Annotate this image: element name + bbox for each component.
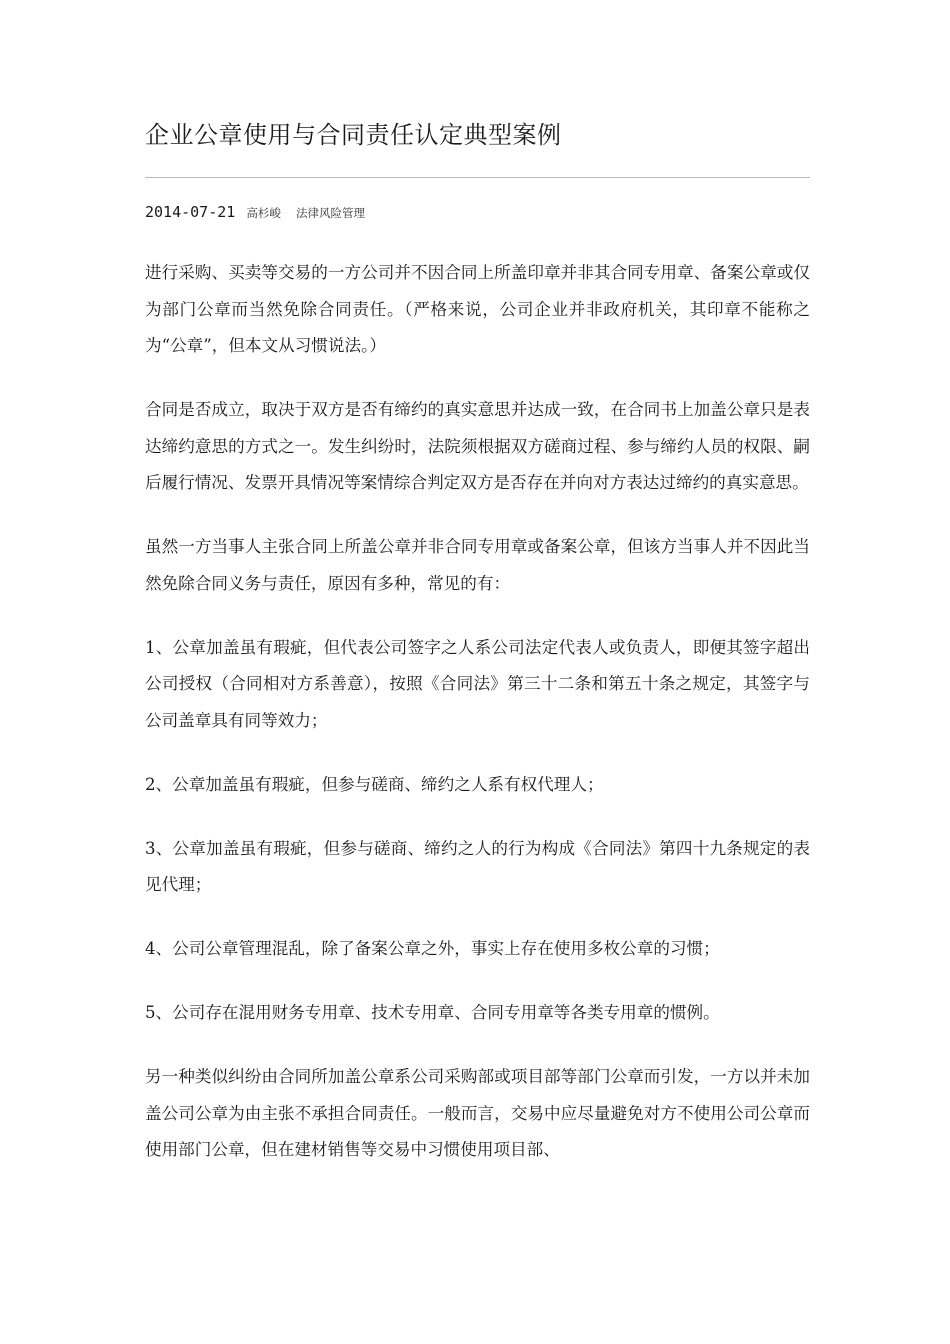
paragraph-reasons-lead: 虽然一方当事人主张合同上所盖公章并非合同专用章或备案公章，但该方当事人并不因此当然免除合同义务与责任，原因有多种，常见的有： bbox=[145, 537, 810, 593]
article-meta bbox=[145, 202, 365, 221]
list-item-4: 4、公司公章管理混乱，除了备案公章之外，事实上存在使用多枚公章的习惯； bbox=[145, 939, 720, 958]
paragraph-department-seal: 另一种类似纠纷由合同所加盖公章系公司采购部或项目部等部门公章而引发，一方以并未加盖公司公章为由主张不承担合同责任。一般而言，交易中应尽量避免对方不使用公司公章而使用部门公章，但在建材销售等交易中习惯使用项目部、 bbox=[145, 1067, 810, 1159]
paragraph-intro: 进行采购、买卖等交易的一方公司并不因合同上所盖印章并非其合同专用章、备案公章或仅为部门公章而当然免除合同责任。（严格来说，公司企业并非政府机关，其印章不能称之为“公章”，但本文从习惯说法。） bbox=[145, 263, 810, 355]
list-item-3: 3、公章加盖虽有瑕疵，但参与磋商、缔约之人的行为构成《合同法》第四十九条规定的表见代理； bbox=[145, 838, 810, 894]
author-name: 高杉峻 bbox=[246, 206, 281, 220]
publish-date: 2014-07-21 bbox=[145, 203, 236, 221]
list-item-2: 2、公章加盖虽有瑕疵，但参与磋商、缔约之人系有权代理人； bbox=[145, 774, 604, 794]
list-item-5: 5、公司存在混用财务专用章、技术专用章、合同专用章等各类专用章的惯例。 bbox=[145, 1003, 720, 1022]
source-name: 法律风险管理 bbox=[296, 206, 365, 220]
article-body bbox=[145, 255, 810, 1196]
article-title: 企业公章使用与合同责任认定典型案例 bbox=[145, 121, 562, 149]
list-item-1: 1、公章加盖虽有瑕疵，但代表公司签字之人系公司法定代表人或负责人，即便其签字超出公司授权（合同相对方系善意），按照《合同法》第三十二条和第五十条之规定，其签字与公司盖章具有同等效力； bbox=[145, 637, 810, 730]
paragraph-contract-formation: 合同是否成立，取决于双方是否有缔约的真实意思并达成一致，在合同书上加盖公章只是表达缔约意思的方式之一。发生纠纷时，法院须根据双方磋商过程、参与缔约人员的权限、嗣后履行情况、发票开具情况等案情综合判定双方是否存在并向对方表达过缔约的真实意思。 bbox=[145, 400, 810, 492]
title-divider bbox=[145, 177, 810, 178]
